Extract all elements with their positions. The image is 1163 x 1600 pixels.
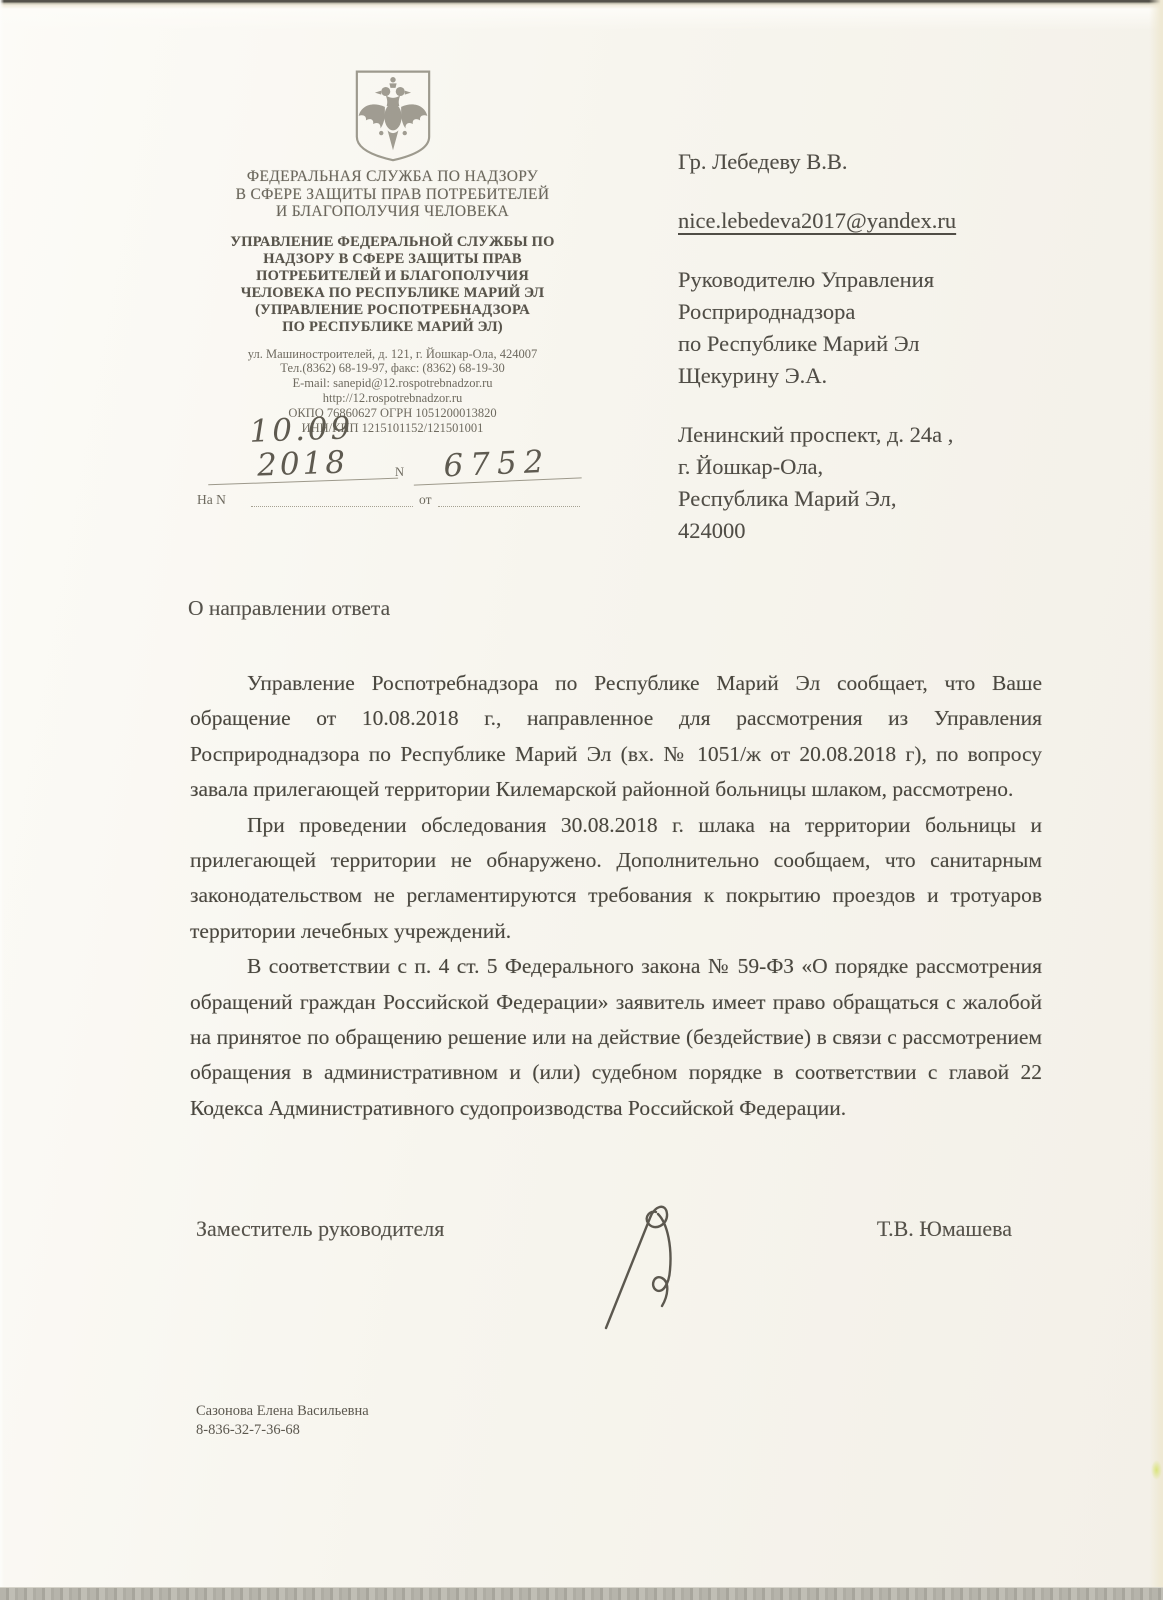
agency-name-line: И БЛАГОПОЛУЧИЯ ЧЕЛОВЕКА	[276, 203, 509, 220]
russian-coat-of-arms-icon	[185, 68, 600, 162]
scan-artifact-blob	[1151, 1460, 1162, 1480]
signer-name: Т.В. Юмашева	[876, 1216, 1012, 1241]
recipient-email: nice.lebedeva2017@yandex.ru	[678, 208, 957, 233]
signer-position: Заместитель руководителя	[196, 1216, 445, 1241]
scan-edge-bottom	[0, 1587, 1163, 1600]
recipient-org-line: Щекурину Э.А.	[678, 363, 828, 388]
contact-website: http://12.rospotrebnadzor.ru	[322, 391, 463, 406]
body-paragraph: Управление Роспотребнадзора по Республике Марий Эл сообщает, что Ваше обращение от 10.08.2018 г., направленное для рассмотрения из Управления Росприроднадзора по Республике Марий Эл (вх. № 1051/ж от 20.08.2018 г), по вопросу завала прилегающей территории Килемарской районной больницы шлаком, рассмотрено.	[190, 671, 1042, 802]
executor-block	[196, 1402, 369, 1440]
department-name	[185, 234, 600, 336]
handwritten-number: 6752	[412, 443, 581, 485]
scan-edge-left	[0, 0, 4, 1600]
scan-edge-right	[1149, 0, 1163, 1600]
department-name-line: ПОТРЕБИТЕЛЕЙ И БЛАГОПОЛУЧИЯ	[256, 267, 529, 284]
department-name-line: ЧЕЛОВЕКА ПО РЕСПУБЛИКЕ МАРИЙ ЭЛ	[240, 284, 545, 301]
contact-address: ул. Машиностроителей, д. 121, г. Йошкар-Ола, 424007	[247, 346, 538, 361]
recipient-org-line: по Республике Марий Эл	[678, 331, 920, 356]
recipient-address	[678, 419, 1048, 547]
scan-edge-top	[0, 0, 1163, 30]
reference-row	[185, 490, 600, 512]
recipient-org-line: Росприроднадзора	[678, 299, 856, 324]
executor-phone: 8-836-32-7-36-68	[196, 1422, 300, 1438]
recipient-address-line: г. Йошкар-Ола,	[678, 454, 824, 479]
reference-date-label: от	[419, 491, 432, 507]
handwritten-date: 10.09 2018	[206, 410, 398, 486]
letterhead	[185, 68, 600, 512]
agency-name-line: ФЕДЕРАЛЬНАЯ СЛУЖБА ПО НАДЗОРУ	[246, 168, 539, 185]
recipient-address-line: Ленинский проспект, д. 24а ,	[678, 422, 954, 447]
recipient-org-line: Руководителю Управления	[678, 267, 935, 292]
recipient-name: Гр. Лебедеву В.В.	[678, 149, 848, 174]
agency-name-line: В СФЕРЕ ЗАЩИТЫ ПРАВ ПОТРЕБИТЕЛЕЙ	[235, 185, 550, 203]
letter-body	[190, 666, 1042, 1126]
recipient-address-line: Республика Марий Эл,	[678, 486, 897, 511]
department-name-line: НАДЗОРУ В СФЕРЕ ЗАЩИТЫ ПРАВ	[263, 250, 522, 267]
department-name-line: (УПРАВЛЕНИЕ РОСПОТРЕБНАДЗОРА	[255, 301, 530, 318]
body-paragraph: В соответствии с п. 4 ст. 5 Федерального закона № 59-ФЗ «О порядке рассмотрения обращений граждан Российской Федерации» заявитель имеет право обращаться с жалобой на принятое по обращению решение или на действие (бездействие) в связи с рассмотрением обращения в административном и (или) судебном порядке в соответствии с главой 22 Кодекса Административного судопроизводства Российской Федерации.	[190, 954, 1042, 1120]
subject-line: О направлении ответа	[188, 596, 391, 620]
reference-date-blank-line	[438, 506, 580, 507]
contact-okpo-ogrn: ОКПО 76860627 ОГРН 1051200013820	[288, 406, 497, 421]
contact-inn-kpp: ИНН/КПП 1215101152/121501001	[301, 421, 484, 436]
department-name-line: УПРАВЛЕНИЕ ФЕДЕРАЛЬНОЙ СЛУЖБЫ ПО	[230, 233, 555, 250]
department-name-line: ПО РЕСПУБЛИКЕ МАРИЙ ЭЛ)	[282, 318, 503, 335]
recipient-organization	[678, 264, 1048, 392]
reference-number-blank-line	[251, 506, 413, 507]
recipient-block	[678, 146, 1048, 547]
executor-name: Сазонова Елена Васильевна	[196, 1403, 369, 1419]
body-paragraph: При проведении обследования 30.08.2018 г. шлака на территории больницы и прилегающей территории не обнаружено. Дополнительно сообщаем, что санитарным законодательством не регламентируются требования к покрытию проездов и тротуаров территории лечебных учреждений.	[190, 812, 1042, 943]
recipient-address-line: 424000	[678, 518, 746, 543]
contact-email: E-mail: sanepid@12.rospotrebnadzor.ru	[292, 376, 493, 391]
number-label: N	[395, 464, 405, 479]
handwritten-signature-icon	[592, 1190, 712, 1335]
agency-name	[185, 168, 600, 221]
reference-number-label: На N	[197, 491, 226, 507]
contact-phone: Тел.(8362) 68-19-97, факс: (8362) 68-19-30	[280, 361, 505, 376]
